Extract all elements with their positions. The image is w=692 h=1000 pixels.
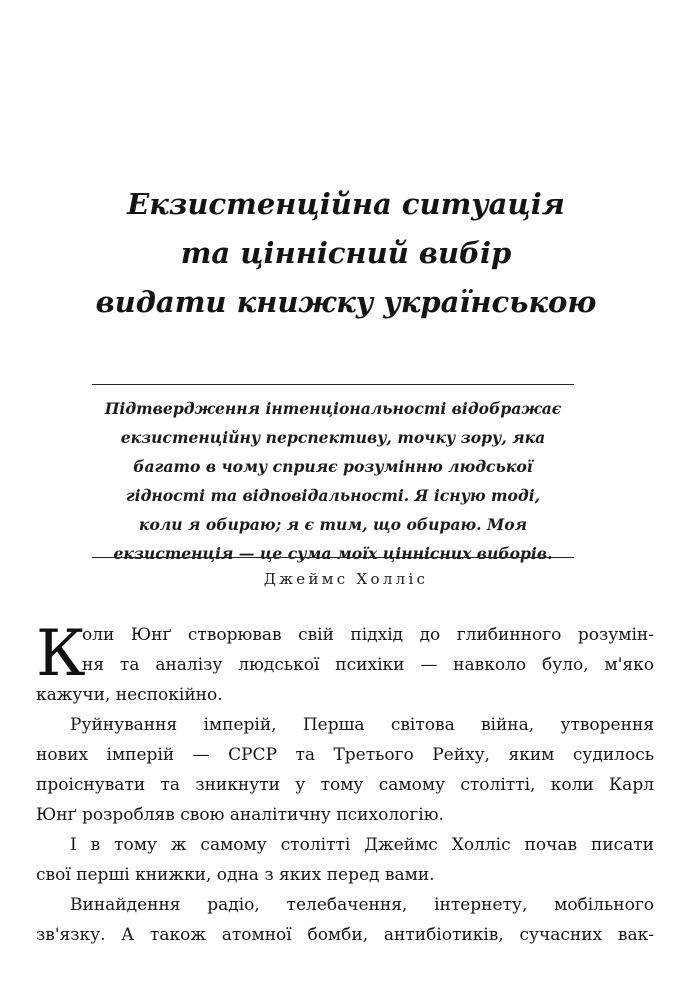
epigraph-line: Підтвердження інтенціональності відображає <box>104 399 562 418</box>
body-line: оли Юнґ створював свій підхід до глибинного розумін- <box>82 625 654 645</box>
body-line: Руйнування імперій, Перша світова війна, утворення <box>70 715 654 735</box>
epigraph-top-rule <box>92 384 574 385</box>
chapter-title <box>0 180 692 327</box>
chapter-title-line-1: Екзистенційна ситуація <box>127 187 565 221</box>
epigraph-line: багато в чому сприяє розумінню людської <box>133 457 533 476</box>
chapter-title-line-3: видати книжку українською <box>95 285 597 319</box>
chapter-title-line-2: та ціннісний вибір <box>180 236 512 270</box>
epigraph-line: екзистенція — це сума моїх ціннісних виборів. <box>113 544 553 563</box>
body-text <box>36 617 654 950</box>
body-line: ня та аналізу людської психіки — навколо було, м'яко <box>82 655 654 675</box>
body-line: Винайдення радіо, телебачення, інтернету, мобільного <box>70 895 654 915</box>
body-line: кажучи, неспокійно. <box>36 685 223 705</box>
epigraph-author: Джеймс Холліс <box>263 570 429 588</box>
epigraph-line: екзистенційну перспективу, точку зору, яка <box>120 428 546 447</box>
epigraph-quote <box>80 394 586 568</box>
epigraph-line: гідності та відповідальності. Я існую тоді, <box>125 486 541 505</box>
epigraph-bottom-rule <box>92 557 574 558</box>
body-line: проіснувати та зникнути у тому самому столітті, коли Карл <box>36 775 654 795</box>
body-line: нових імперій — СРСР та Третього Рейху, яким судилось <box>36 745 654 765</box>
body-line: зв'язку. А також атомної бомби, антибіотиків, сучасних вак- <box>36 925 654 945</box>
body-line: І в тому ж самому столітті Джеймс Холліс почав писати <box>70 835 654 855</box>
epigraph-line: коли я обираю; я є тим, що обираю. Моя <box>138 515 528 534</box>
body-line: свої перші книжки, одна з яких перед вами. <box>36 865 435 885</box>
drop-cap: К <box>36 617 86 691</box>
body-line: Юнґ розробляв свою аналітичну психологію. <box>36 805 444 825</box>
